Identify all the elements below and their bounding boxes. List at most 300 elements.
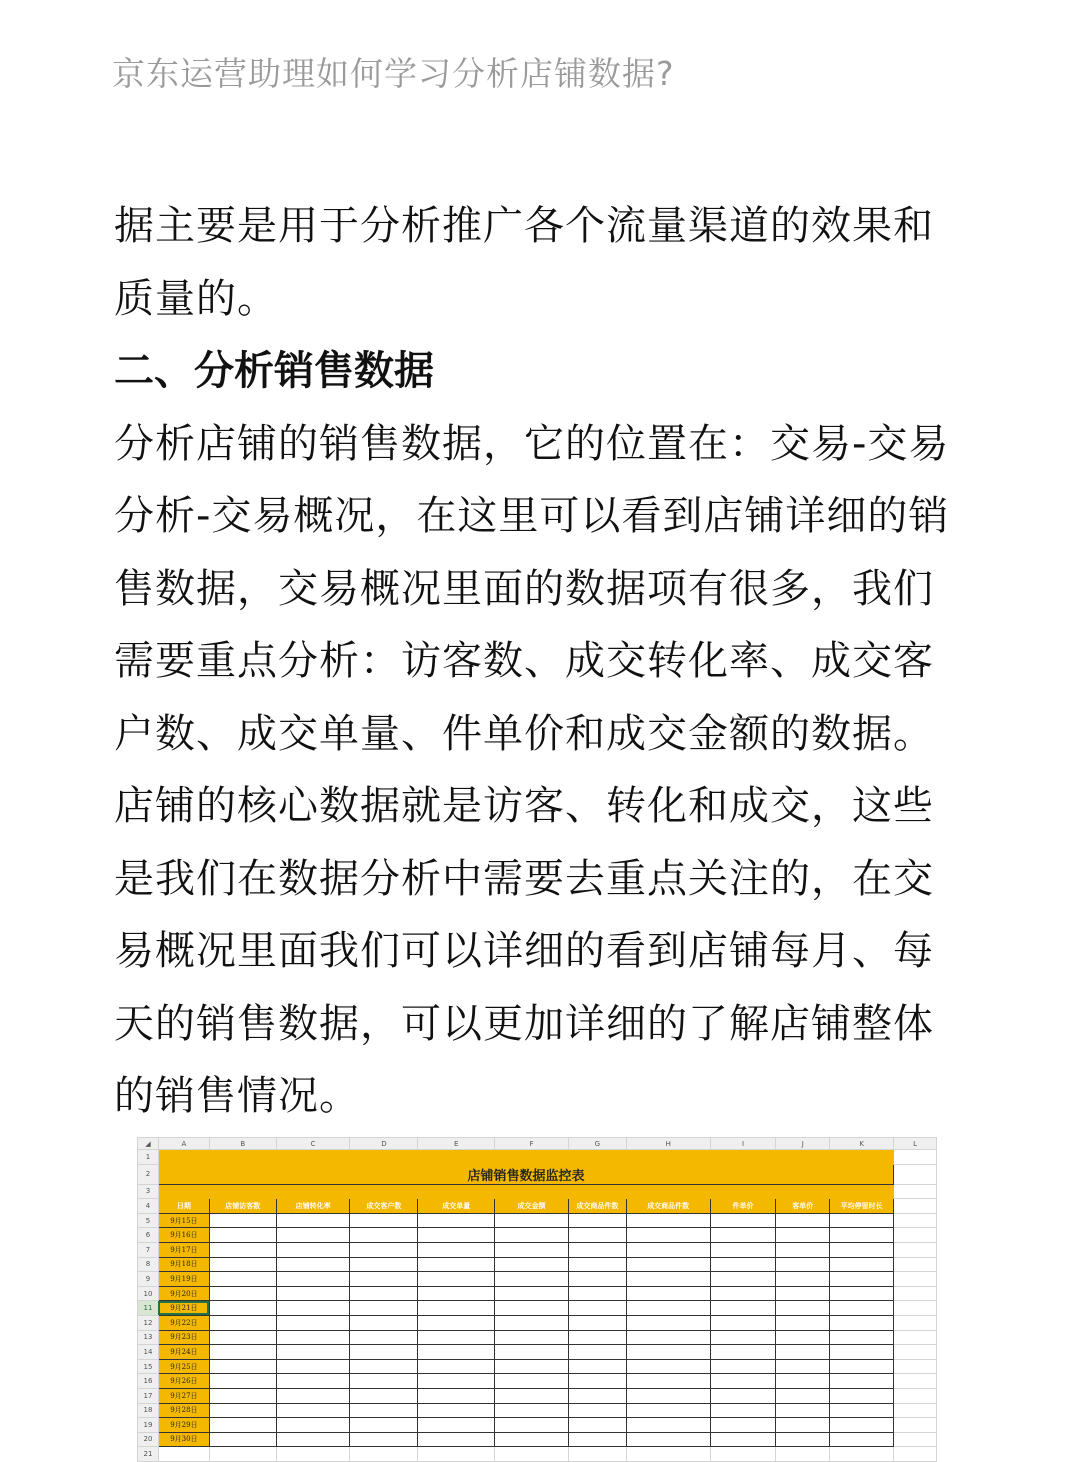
data-cell[interactable] (830, 1345, 894, 1360)
data-cell[interactable] (776, 1345, 830, 1360)
data-cell[interactable] (276, 1301, 350, 1316)
data-cell[interactable] (710, 1286, 776, 1301)
row-number[interactable]: 11 (138, 1301, 159, 1316)
title-fill-cell[interactable] (568, 1150, 626, 1165)
data-cell[interactable] (626, 1345, 710, 1360)
data-cell[interactable] (568, 1213, 626, 1228)
empty-cell[interactable] (894, 1150, 937, 1165)
table-row (138, 1301, 937, 1316)
data-cell[interactable] (276, 1345, 350, 1360)
data-cell[interactable] (418, 1403, 495, 1418)
data-cell[interactable] (209, 1374, 276, 1389)
data-cell[interactable] (626, 1374, 710, 1389)
data-cell[interactable] (418, 1228, 495, 1243)
data-cell[interactable] (568, 1330, 626, 1345)
empty-cell[interactable] (894, 1330, 937, 1345)
data-cell[interactable] (418, 1432, 495, 1447)
data-cell[interactable] (276, 1242, 350, 1257)
data-cell[interactable] (626, 1418, 710, 1433)
row-number[interactable]: 9 (138, 1272, 159, 1287)
row-number[interactable]: 18 (138, 1403, 159, 1418)
data-cell[interactable] (626, 1242, 710, 1257)
data-cell[interactable] (710, 1330, 776, 1345)
date-cell[interactable]: 9月28日 (158, 1403, 209, 1418)
column-header[interactable]: G (568, 1138, 626, 1150)
title-fill-cell[interactable] (158, 1184, 209, 1199)
row-number[interactable]: 5 (138, 1213, 159, 1228)
data-cell[interactable] (276, 1272, 350, 1287)
column-header[interactable]: E (418, 1138, 495, 1150)
row-number[interactable]: 7 (138, 1242, 159, 1257)
sheet-title[interactable]: 店铺销售数据监控表 (158, 1164, 893, 1184)
table-row (138, 1418, 937, 1433)
data-cell[interactable] (776, 1418, 830, 1433)
column-title[interactable]: 平均停留时长 (830, 1199, 894, 1214)
row-number[interactable]: 19 (138, 1418, 159, 1433)
table-row (138, 1359, 937, 1374)
data-cell[interactable] (830, 1228, 894, 1243)
data-cell[interactable] (710, 1374, 776, 1389)
data-cell[interactable] (568, 1403, 626, 1418)
row-number[interactable]: 13 (138, 1330, 159, 1345)
data-cell[interactable] (209, 1242, 276, 1257)
data-cell[interactable] (276, 1374, 350, 1389)
data-cell[interactable] (418, 1301, 495, 1316)
empty-cell[interactable] (894, 1272, 937, 1287)
data-cell[interactable] (209, 1432, 276, 1447)
date-cell[interactable]: 9月15日 (158, 1213, 209, 1228)
data-cell[interactable] (776, 1286, 830, 1301)
data-cell[interactable] (495, 1388, 569, 1403)
data-cell[interactable] (830, 1315, 894, 1330)
data-cell[interactable] (710, 1359, 776, 1374)
data-cell[interactable] (418, 1272, 495, 1287)
data-cell[interactable] (626, 1315, 710, 1330)
title-fill-cell[interactable] (350, 1150, 418, 1165)
data-cell[interactable] (276, 1359, 350, 1374)
column-title[interactable]: 成交客户数 (350, 1199, 418, 1214)
title-fill-cell[interactable] (209, 1150, 276, 1165)
column-header[interactable]: H (626, 1138, 710, 1150)
empty-cell[interactable] (894, 1418, 937, 1433)
date-cell[interactable]: 9月29日 (158, 1418, 209, 1433)
data-cell[interactable] (276, 1432, 350, 1447)
empty-cell[interactable] (568, 1447, 626, 1462)
empty-cell[interactable] (894, 1345, 937, 1360)
data-cell[interactable] (710, 1272, 776, 1287)
date-cell[interactable]: 9月16日 (158, 1228, 209, 1243)
empty-cell[interactable] (894, 1374, 937, 1389)
data-cell[interactable] (626, 1432, 710, 1447)
data-cell[interactable] (350, 1330, 418, 1345)
data-cell[interactable] (495, 1315, 569, 1330)
date-cell[interactable]: 9月19日 (158, 1272, 209, 1287)
table-row (138, 1199, 937, 1214)
empty-cell[interactable] (495, 1447, 569, 1462)
data-cell[interactable] (776, 1257, 830, 1272)
article-body (114, 190, 974, 1133)
column-title[interactable]: 店铺访客数 (209, 1199, 276, 1214)
empty-cell[interactable] (894, 1286, 937, 1301)
table-row (138, 1184, 937, 1199)
data-cell[interactable] (830, 1374, 894, 1389)
data-cell[interactable] (830, 1418, 894, 1433)
empty-cell[interactable] (894, 1388, 937, 1403)
paragraph-traffic-end: 据主要是用于分析推广各个流量渠道的效果和质量的。 (114, 203, 934, 322)
data-cell[interactable] (495, 1403, 569, 1418)
title-fill-cell[interactable] (158, 1150, 209, 1165)
data-cell[interactable] (418, 1359, 495, 1374)
data-cell[interactable] (350, 1213, 418, 1228)
row-number[interactable]: 15 (138, 1359, 159, 1374)
column-header[interactable]: A (158, 1138, 209, 1150)
data-cell[interactable] (710, 1228, 776, 1243)
row-number[interactable]: 3 (138, 1184, 159, 1199)
data-cell[interactable] (776, 1359, 830, 1374)
date-cell[interactable]: 9月18日 (158, 1257, 209, 1272)
table-row (138, 1403, 937, 1418)
data-cell[interactable] (626, 1228, 710, 1243)
data-cell[interactable] (276, 1257, 350, 1272)
date-cell[interactable]: 9月23日 (158, 1330, 209, 1345)
data-cell[interactable] (830, 1432, 894, 1447)
data-cell[interactable] (710, 1388, 776, 1403)
data-cell[interactable] (209, 1315, 276, 1330)
data-cell[interactable] (276, 1418, 350, 1433)
data-cell[interactable] (209, 1301, 276, 1316)
column-header[interactable]: C (276, 1138, 350, 1150)
data-cell[interactable] (776, 1213, 830, 1228)
data-cell[interactable] (830, 1213, 894, 1228)
data-cell[interactable] (495, 1272, 569, 1287)
data-cell[interactable] (710, 1432, 776, 1447)
data-cell[interactable] (495, 1257, 569, 1272)
data-cell[interactable] (568, 1432, 626, 1447)
data-cell[interactable] (350, 1301, 418, 1316)
data-cell[interactable] (568, 1418, 626, 1433)
column-title[interactable]: 成交商品件数 (568, 1199, 626, 1214)
data-cell[interactable] (350, 1432, 418, 1447)
table-row (138, 1242, 937, 1257)
data-cell[interactable] (626, 1257, 710, 1272)
data-cell[interactable] (776, 1330, 830, 1345)
data-cell[interactable] (626, 1330, 710, 1345)
data-cell[interactable] (350, 1257, 418, 1272)
table-row (138, 1432, 937, 1447)
data-cell[interactable] (776, 1242, 830, 1257)
data-cell[interactable] (626, 1272, 710, 1287)
column-title[interactable]: 客单价 (776, 1199, 830, 1214)
empty-cell[interactable] (158, 1447, 209, 1462)
data-cell[interactable] (276, 1286, 350, 1301)
title-fill-cell[interactable] (568, 1184, 626, 1199)
data-cell[interactable] (568, 1272, 626, 1287)
data-cell[interactable] (418, 1374, 495, 1389)
empty-cell[interactable] (776, 1447, 830, 1462)
data-cell[interactable] (830, 1272, 894, 1287)
data-cell[interactable] (830, 1301, 894, 1316)
data-cell[interactable] (568, 1286, 626, 1301)
title-fill-cell[interactable] (495, 1184, 569, 1199)
data-cell[interactable] (776, 1403, 830, 1418)
empty-cell[interactable] (894, 1242, 937, 1257)
section-heading-sales: 二、分析销售数据 (114, 348, 434, 394)
date-cell[interactable]: 9月20日 (158, 1286, 209, 1301)
data-cell[interactable] (776, 1374, 830, 1389)
data-cell[interactable] (495, 1432, 569, 1447)
data-cell[interactable] (350, 1388, 418, 1403)
column-title[interactable]: 日期 (158, 1199, 209, 1214)
empty-cell[interactable] (894, 1432, 937, 1447)
column-header[interactable]: K (830, 1138, 894, 1150)
data-cell[interactable] (418, 1418, 495, 1433)
data-cell[interactable] (830, 1257, 894, 1272)
data-cell[interactable] (209, 1418, 276, 1433)
select-all-corner[interactable]: ◢ (138, 1138, 159, 1150)
column-header[interactable]: L (894, 1138, 937, 1150)
data-cell[interactable] (276, 1330, 350, 1345)
data-cell[interactable] (276, 1315, 350, 1330)
empty-cell[interactable] (894, 1447, 937, 1462)
empty-cell[interactable] (894, 1228, 937, 1243)
row-number[interactable]: 6 (138, 1228, 159, 1243)
data-cell[interactable] (710, 1301, 776, 1316)
data-cell[interactable] (495, 1359, 569, 1374)
table-row (138, 1286, 937, 1301)
data-cell[interactable] (276, 1213, 350, 1228)
data-cell[interactable] (495, 1345, 569, 1360)
title-fill-cell[interactable] (830, 1150, 894, 1165)
table-row (138, 1330, 937, 1345)
data-cell[interactable] (568, 1374, 626, 1389)
row-number[interactable]: 1 (138, 1150, 159, 1165)
data-cell[interactable] (626, 1301, 710, 1316)
data-cell[interactable] (710, 1403, 776, 1418)
table-row (138, 1447, 937, 1462)
data-cell[interactable] (710, 1345, 776, 1360)
data-cell[interactable] (710, 1315, 776, 1330)
empty-cell[interactable] (209, 1447, 276, 1462)
row-number[interactable]: 17 (138, 1388, 159, 1403)
data-cell[interactable] (495, 1213, 569, 1228)
data-cell[interactable] (568, 1388, 626, 1403)
title-fill-cell[interactable] (776, 1184, 830, 1199)
date-cell[interactable]: 9月27日 (158, 1388, 209, 1403)
date-cell[interactable]: 9月25日 (158, 1359, 209, 1374)
data-cell[interactable] (568, 1228, 626, 1243)
data-cell[interactable] (568, 1315, 626, 1330)
data-cell[interactable] (568, 1345, 626, 1360)
title-fill-cell[interactable] (710, 1184, 776, 1199)
data-cell[interactable] (830, 1286, 894, 1301)
title-fill-cell[interactable] (626, 1184, 710, 1199)
date-cell[interactable]: 9月21日 (158, 1301, 209, 1316)
data-cell[interactable] (495, 1374, 569, 1389)
row-number[interactable]: 12 (138, 1315, 159, 1330)
empty-cell[interactable] (830, 1447, 894, 1462)
column-header[interactable]: J (776, 1138, 830, 1150)
data-cell[interactable] (626, 1388, 710, 1403)
row-number[interactable]: 21 (138, 1447, 159, 1462)
data-cell[interactable] (209, 1213, 276, 1228)
date-cell[interactable]: 9月17日 (158, 1242, 209, 1257)
row-number[interactable]: 20 (138, 1432, 159, 1447)
empty-cell[interactable] (894, 1213, 937, 1228)
data-cell[interactable] (418, 1242, 495, 1257)
data-cell[interactable] (776, 1432, 830, 1447)
table-row (138, 1315, 937, 1330)
title-fill-cell[interactable] (418, 1150, 495, 1165)
empty-cell[interactable] (626, 1447, 710, 1462)
page-title: 京东运营助理如何学习分析店铺数据? (112, 54, 675, 93)
data-cell[interactable] (626, 1403, 710, 1418)
data-cell[interactable] (418, 1315, 495, 1330)
data-cell[interactable] (830, 1403, 894, 1418)
data-cell[interactable] (209, 1257, 276, 1272)
data-cell[interactable] (495, 1301, 569, 1316)
data-cell[interactable] (418, 1257, 495, 1272)
date-cell[interactable]: 9月22日 (158, 1315, 209, 1330)
empty-cell[interactable] (894, 1301, 937, 1316)
data-cell[interactable] (209, 1345, 276, 1360)
title-fill-cell[interactable] (626, 1150, 710, 1165)
title-fill-cell[interactable] (830, 1184, 894, 1199)
data-cell[interactable] (710, 1418, 776, 1433)
data-cell[interactable] (350, 1418, 418, 1433)
spreadsheet-screenshot (137, 1137, 937, 1459)
data-cell[interactable] (350, 1345, 418, 1360)
date-cell[interactable]: 9月30日 (158, 1432, 209, 1447)
data-cell[interactable] (350, 1359, 418, 1374)
column-header[interactable]: I (710, 1138, 776, 1150)
data-cell[interactable] (209, 1403, 276, 1418)
data-cell[interactable] (350, 1315, 418, 1330)
data-cell[interactable] (350, 1374, 418, 1389)
row-number[interactable]: 10 (138, 1286, 159, 1301)
data-cell[interactable] (418, 1388, 495, 1403)
data-cell[interactable] (495, 1242, 569, 1257)
date-cell[interactable]: 9月26日 (158, 1374, 209, 1389)
title-fill-cell[interactable] (350, 1184, 418, 1199)
empty-cell[interactable] (418, 1447, 495, 1462)
data-cell[interactable] (495, 1418, 569, 1433)
data-cell[interactable] (710, 1213, 776, 1228)
title-fill-cell[interactable] (418, 1184, 495, 1199)
data-cell[interactable] (276, 1403, 350, 1418)
data-cell[interactable] (830, 1330, 894, 1345)
title-fill-cell[interactable] (776, 1150, 830, 1165)
data-cell[interactable] (350, 1272, 418, 1287)
data-cell[interactable] (776, 1315, 830, 1330)
empty-cell[interactable] (894, 1199, 937, 1214)
column-title[interactable]: 成交单量 (418, 1199, 495, 1214)
column-header[interactable]: B (209, 1138, 276, 1150)
table-row (138, 1164, 937, 1184)
data-cell[interactable] (276, 1228, 350, 1243)
data-cell[interactable] (495, 1330, 569, 1345)
table-row (138, 1228, 937, 1243)
empty-cell[interactable] (894, 1403, 937, 1418)
data-cell[interactable] (626, 1286, 710, 1301)
table-row (138, 1257, 937, 1272)
data-cell[interactable] (209, 1359, 276, 1374)
table-row (138, 1388, 937, 1403)
data-cell[interactable] (418, 1345, 495, 1360)
data-cell[interactable] (626, 1359, 710, 1374)
empty-cell[interactable] (710, 1447, 776, 1462)
data-cell[interactable] (350, 1242, 418, 1257)
data-cell[interactable] (209, 1388, 276, 1403)
data-cell[interactable] (209, 1286, 276, 1301)
empty-cell[interactable] (350, 1447, 418, 1462)
empty-cell[interactable] (894, 1359, 937, 1374)
empty-cell[interactable] (894, 1315, 937, 1330)
data-cell[interactable] (276, 1388, 350, 1403)
title-fill-cell[interactable] (495, 1150, 569, 1165)
data-cell[interactable] (626, 1213, 710, 1228)
title-fill-cell[interactable] (276, 1184, 350, 1199)
column-title[interactable]: 件单价 (710, 1199, 776, 1214)
empty-cell[interactable] (894, 1184, 937, 1199)
data-cell[interactable] (350, 1286, 418, 1301)
table-row (138, 1374, 937, 1389)
title-fill-cell[interactable] (209, 1184, 276, 1199)
data-cell[interactable] (776, 1388, 830, 1403)
column-title[interactable]: 成交商品件数 (626, 1199, 710, 1214)
data-cell[interactable] (209, 1330, 276, 1345)
row-number[interactable]: 14 (138, 1345, 159, 1360)
data-cell[interactable] (350, 1228, 418, 1243)
data-cell[interactable] (209, 1228, 276, 1243)
data-cell[interactable] (830, 1388, 894, 1403)
data-cell[interactable] (350, 1403, 418, 1418)
date-cell[interactable]: 9月24日 (158, 1345, 209, 1360)
data-cell[interactable] (568, 1242, 626, 1257)
data-cell[interactable] (710, 1242, 776, 1257)
empty-cell[interactable] (276, 1447, 350, 1462)
column-title[interactable]: 成交金额 (495, 1199, 569, 1214)
data-cell[interactable] (830, 1359, 894, 1374)
title-fill-cell[interactable] (276, 1150, 350, 1165)
data-cell[interactable] (776, 1301, 830, 1316)
data-cell[interactable] (776, 1228, 830, 1243)
column-header[interactable]: D (350, 1138, 418, 1150)
empty-cell[interactable] (894, 1257, 937, 1272)
data-cell[interactable] (418, 1213, 495, 1228)
empty-cell[interactable] (894, 1164, 937, 1184)
table-row (138, 1150, 937, 1165)
row-number[interactable]: 4 (138, 1199, 159, 1214)
column-header[interactable]: F (495, 1138, 569, 1150)
data-cell[interactable] (495, 1228, 569, 1243)
column-title[interactable]: 店铺转化率 (276, 1199, 350, 1214)
data-cell[interactable] (776, 1272, 830, 1287)
data-cell[interactable] (568, 1257, 626, 1272)
data-cell[interactable] (568, 1301, 626, 1316)
data-cell[interactable] (830, 1242, 894, 1257)
row-number[interactable]: 8 (138, 1257, 159, 1272)
title-fill-cell[interactable] (710, 1150, 776, 1165)
data-cell[interactable] (568, 1359, 626, 1374)
row-number[interactable]: 16 (138, 1374, 159, 1389)
data-cell[interactable] (209, 1272, 276, 1287)
data-cell[interactable] (495, 1286, 569, 1301)
data-cell[interactable] (710, 1257, 776, 1272)
row-number[interactable]: 2 (138, 1164, 159, 1184)
paragraph-sales-analysis: 分析店铺的销售数据，它的位置在：交易-交易分析-交易概况，在这里可以看到店铺详细的销售数据，交易概况里面的数据项有很多，我们需要重点分析：访客数、成交转化率、成交客户数、成交单量、件单价和成交金额的数据。店铺的核心数据就是访客、转化和成交，这些是我们在数据分析中需要去重点关注的，在交易概况里面我们可以详细的看到店铺每月、每天的销售数据，可以更加详细的了解店铺整体的销售情况。 (114, 420, 950, 1119)
data-cell[interactable] (418, 1330, 495, 1345)
data-cell[interactable] (418, 1286, 495, 1301)
